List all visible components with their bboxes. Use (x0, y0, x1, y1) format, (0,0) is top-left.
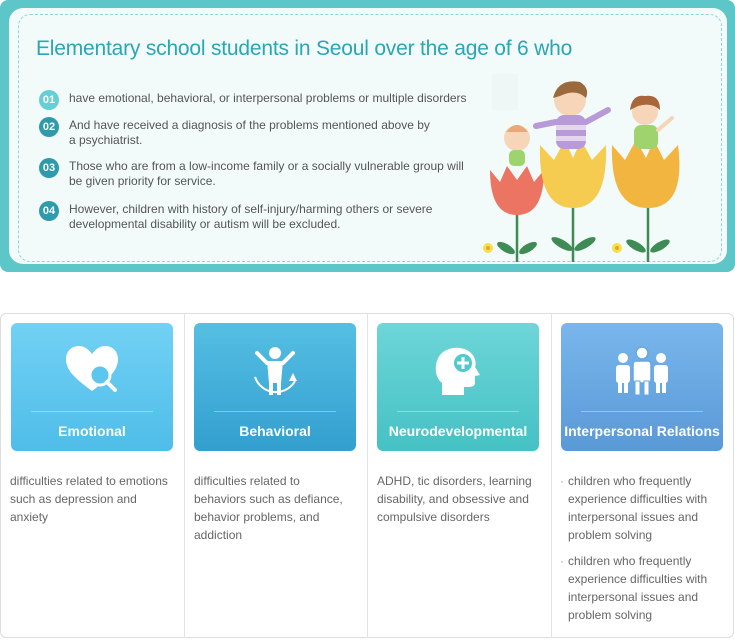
bullet-item (560, 472, 720, 544)
criterion-number: 01 (39, 90, 59, 110)
card-neurodevelopmental (377, 323, 539, 451)
banner-title: Elementary school students in Seoul over the age of 6 who (36, 37, 573, 60)
column-divider (367, 313, 368, 638)
children-on-flowers-illustration (480, 70, 680, 266)
column-divider (184, 313, 185, 638)
emotional-description: difficulties related to emotions such as depression and anxiety (10, 474, 168, 524)
card-label: Behavioral (239, 423, 311, 439)
criterion-04 (39, 202, 449, 232)
heart-magnifier-icon (62, 343, 122, 399)
criterion-number: 03 (39, 158, 59, 178)
criterion-02 (39, 118, 439, 148)
card-interpersonal-relations (561, 323, 723, 451)
bullet-dot: · (560, 474, 564, 488)
criterion-text: Those who are from a low-income family or a socially vulnerable group will be given priority for service. (69, 159, 464, 188)
card-behavioral (194, 323, 356, 451)
criterion-text: have emotional, behavioral, or interpersonal problems or multiple disorders (69, 91, 467, 105)
card-label: Interpersonal Relations (564, 423, 720, 439)
card-label: Neurodevelopmental (388, 423, 528, 439)
people-group-icon (610, 343, 674, 399)
bullet-text: children who frequently experience difficulties with interpersonal issues and problem solving (568, 554, 708, 622)
column-divider (551, 313, 552, 638)
criterion-03 (39, 159, 469, 189)
criterion-text: However, children with history of self-injury/harming others or severe developmental disability or autism will be excluded. (69, 202, 433, 231)
child-cycle-icon (245, 343, 305, 403)
criterion-01 (39, 91, 489, 110)
neurodevelopmental-description: ADHD, tic disorders, learning disability, and obsessive and compulsive disorders (377, 474, 532, 524)
bullet-text: children who frequently experience difficulties with interpersonal issues and problem solving (568, 474, 708, 542)
criterion-text: And have received a diagnosis of the problems mentioned above by a psychiatrist. (69, 118, 430, 147)
criterion-number: 02 (39, 117, 59, 137)
card-emotional (11, 323, 173, 451)
behavioral-description: difficulties related to behaviors such as defiance, behavior problems, and addiction (194, 474, 343, 542)
interpersonal-description (560, 472, 720, 624)
card-label: Emotional (58, 423, 126, 439)
head-plus-icon (428, 343, 488, 399)
criterion-number: 04 (39, 201, 59, 221)
bullet-dot: · (560, 554, 564, 568)
bullet-item (560, 552, 720, 624)
